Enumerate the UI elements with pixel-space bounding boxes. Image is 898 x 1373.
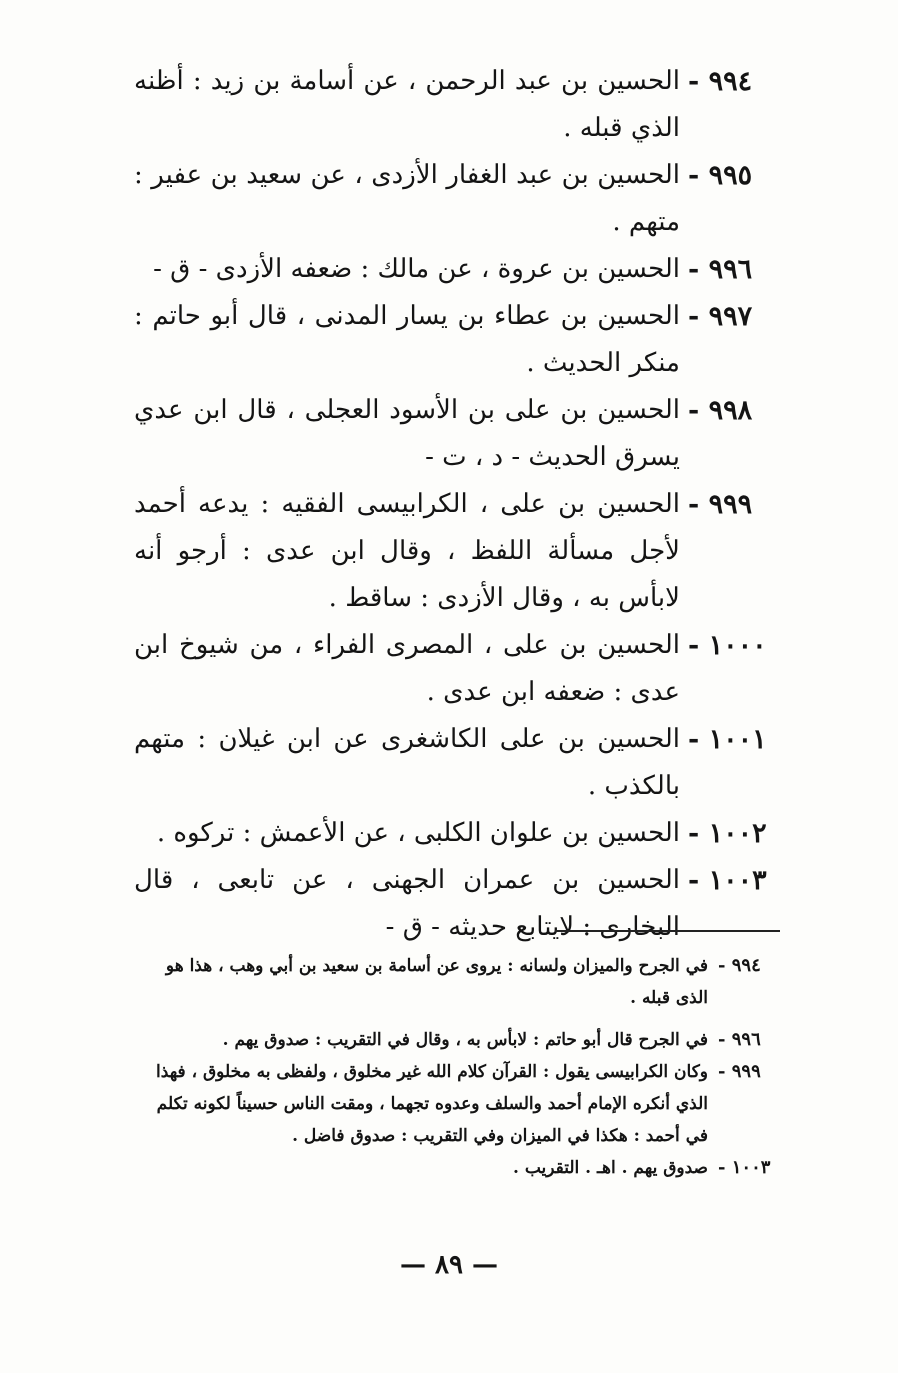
entry-number: ٩٩٥ - (688, 160, 753, 191)
footnotes (0, 950, 898, 1184)
footnote-number: ٩٩٤ - (718, 955, 761, 976)
entry-text: الحسين بن علوان الكلبى ، عن الأعمش : تركوه . (156, 818, 680, 848)
entry-number: ٩٩٦ - (688, 254, 753, 285)
footnote-1003 (0, 1152, 898, 1184)
footnote-number: ٩٩٩ - (718, 1061, 761, 1082)
entry-number: ١٠٠٢ - (688, 818, 767, 849)
footnote-text: في الجرح والميزان ولسانه : يروى عن أسامة بن سعيد بن أبي وهب ، هذا هو الذى قبله . (165, 956, 708, 1008)
entry-999 (0, 481, 898, 622)
entry-text: الحسين بن عمران الجهنى ، عن تابعى ، قال البخارى : لايتابع حديثه - ق - (134, 865, 680, 942)
footnote-text: في الجرح قال أبو حاتم : لابأس به ، وقال في التقريب : صدوق يهم . (222, 1030, 708, 1050)
entry-998 (0, 387, 898, 481)
footnote-divider (555, 930, 780, 932)
entry-995 (0, 152, 898, 246)
page-number: — ٨٩ — (399, 1250, 499, 1280)
footnote-994 (0, 950, 898, 1014)
entry-994 (0, 58, 898, 152)
entry-number: ٩٩٨ - (688, 395, 753, 426)
entry-1002 (0, 810, 898, 857)
entry-text: الحسين بن عروة ، عن مالك : ضعفه الأزدى - ق - (153, 254, 680, 284)
entry-text: الحسين بن عبد الغفار الأزدى ، عن سعيد بن عفير : متهم . (134, 160, 680, 237)
footnote-996 (0, 1024, 898, 1056)
footnote-text: صدوق يهم . اهـ . التقريب . (512, 1158, 708, 1178)
entry-text: الحسين بن على الكاشغرى عن ابن غيلان : متهم بالكذب . (134, 724, 680, 801)
entry-text: الحسين بن على بن الأسود العجلى ، قال ابن عدي يسرق الحديث - د ، ت - (134, 395, 680, 472)
entry-number: ١٠٠٠ - (688, 630, 767, 661)
entry-number: ٩٩٧ - (688, 301, 753, 332)
footnote-number: ٩٩٦ - (718, 1029, 761, 1050)
entry-996 (0, 246, 898, 293)
entry-number: ٩٩٤ - (688, 66, 753, 97)
entry-text: الحسين بن على ، الكرابيسى الفقيه : يدعه أحمد لأجل مسألة اللفظ ، وقال ابن عدى : أرجو أنه لابأس به ، وقال الأزدى : ساقط . (134, 489, 680, 613)
entry-text: الحسين بن عبد الرحمن ، عن أسامة بن زيد : أظنه الذي قبله . (134, 66, 680, 143)
entry-number: ١٠٠١ - (688, 724, 767, 755)
entry-1000 (0, 622, 898, 716)
footnote-999 (0, 1056, 898, 1152)
entry-number: ١٠٠٣ - (688, 865, 767, 896)
entry-number: ٩٩٩ - (688, 489, 753, 520)
entry-1001 (0, 716, 898, 810)
entry-text: الحسين بن على ، المصرى الفراء ، من شيوخ ابن عدى : ضعفه ابن عدى . (134, 630, 680, 707)
entry-1003 (0, 857, 898, 951)
entry-997 (0, 293, 898, 387)
entry-text: الحسين بن عطاء بن يسار المدنى ، قال أبو حاتم : منكر الحديث . (134, 301, 680, 378)
footnote-number: ١٠٠٣ - (718, 1157, 771, 1178)
footnote-text: وكان الكرابيسى يقول : القرآن كلام الله غير مخلوق ، ولفظى به مخلوق ، فهذا الذي أنكره الإمام أحمد والسلف وعدوه تجهما ، ومقت الناس حسيناً لكونه تكلم في أحمد : هكذا في الميزان وفي التقريب : صدوق فاضل . (156, 1062, 708, 1146)
entries-list (0, 58, 898, 951)
